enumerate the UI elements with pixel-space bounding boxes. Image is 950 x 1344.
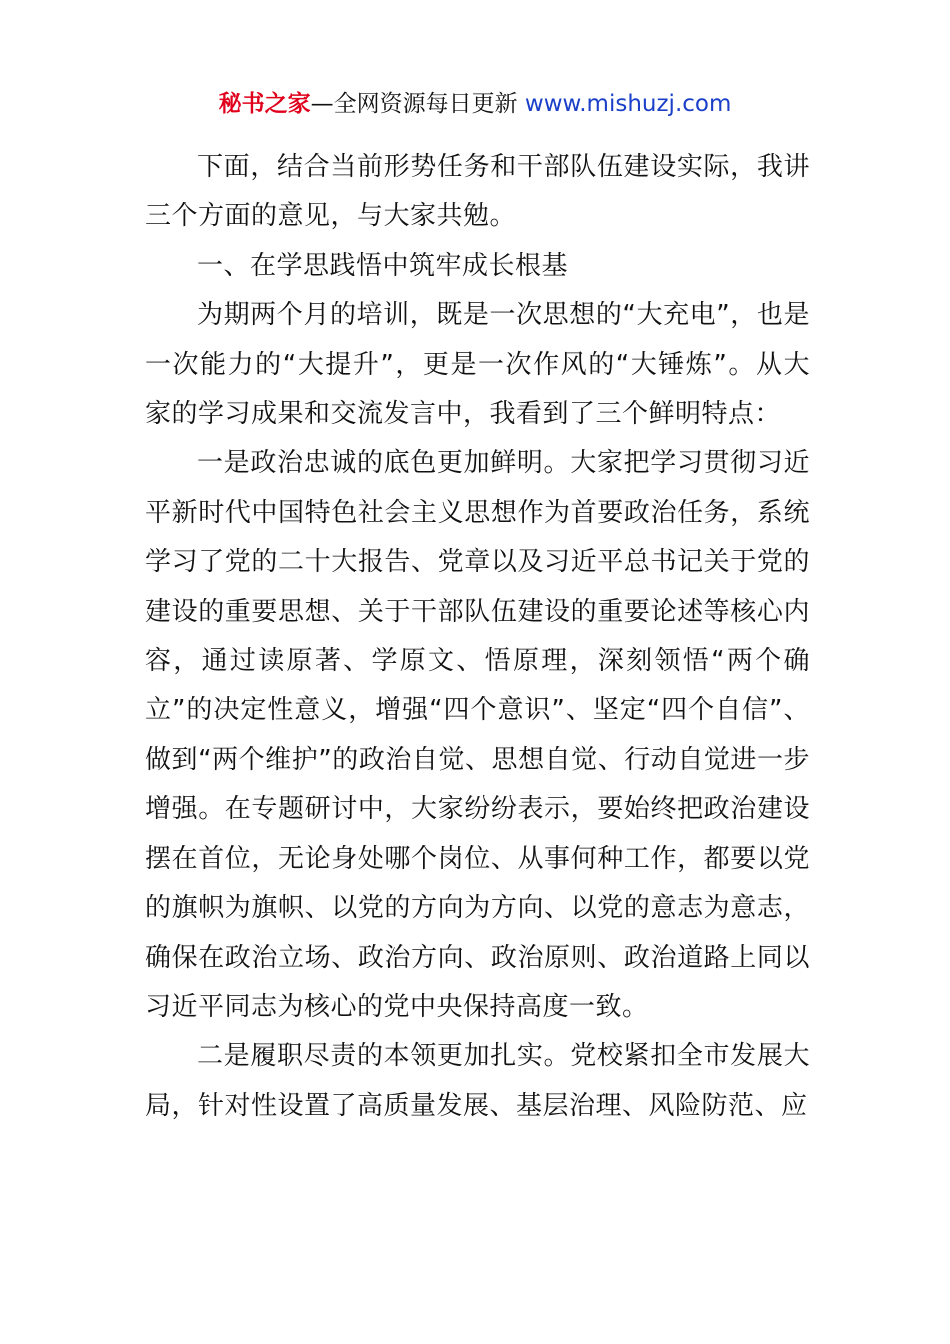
- site-url-link[interactable]: www.mishuzj.com: [524, 91, 732, 117]
- document-header: [0, 88, 950, 120]
- section-heading: 一、在学思践悟中筑牢成长根基: [197, 250, 569, 281]
- paragraph-point-two: 二是履职尽责的本领更加扎实。党校紧扣全市发展大局，针对性设置了高质量发展、基层治理、风险防范、应: [145, 1041, 810, 1121]
- paragraph-intro: 下面，结合当前形势任务和干部队伍建设实际，我讲三个方面的意见，与大家共勉。: [145, 152, 810, 232]
- document-body: [145, 143, 810, 1131]
- paragraph-point-one: 一是政治忠诚的底色更加鲜明。大家把学习贯彻习近平新时代中国特色社会主义思想作为首要政治任务，系统学习了党的二十大报告、党章以及习近平总书记关于党的建设的重要思想、关于干部队伍建设的重要论述等核心内容，通过读原著、学原文、悟原理，深刻领悟“两个确立”的决定性意义，增强“四个意识”、坚定“四个自信”、做到“两个维护”的政治自觉、思想自觉、行动自觉进一步增强。在专题研讨中，大家纷纷表示，要始终把政治建设摆在首位，无论身处哪个岗位、从事何种工作，都要以党的旗帜为旗帜、以党的方向为方向、以党的意志为意志，确保在政治立场、政治方向、政治原则、政治道路上同以习近平同志为核心的党中央保持高度一致。: [145, 448, 810, 1022]
- paragraph-overview: 为期两个月的培训，既是一次思想的“大充电”，也是一次能力的“大提升”，更是一次作风的“大锤炼”。从大家的学习成果和交流发言中，我看到了三个鲜明特点：: [145, 300, 810, 430]
- header-tagline: —全网资源每日更新: [310, 91, 518, 117]
- brand-name: 秘书之家: [218, 91, 311, 117]
